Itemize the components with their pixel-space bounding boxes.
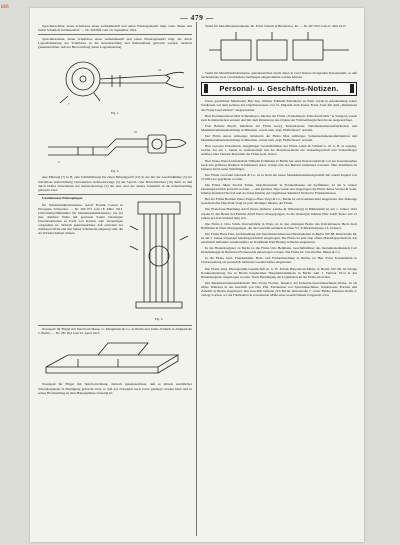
notice-9: Bei der Firma Berliner Piano-Engros-Haus Voigt & Co., Berlin ist ein Kommanditist eingetreten. Der bisherige Gesellschafter Herr Paul Voigt ist jetzt alleiniger Inhaber der Firma.	[201, 197, 357, 206]
notice-2: Herr Kommerzienrat Max Schiedmayer, Inhaber der Firma „Schiedmayer, Pianofortefabrik“ in Stuttgart, wurde zum Kommerzienrat ernannt und mit dem Ritterkreuz des Ordens der Württembergischen Krone ausgezeichnet.	[201, 113, 357, 122]
notice-6: Herr Piano-Pianofortefabrikant Wilhelm Pohlmann in Berlin hat seine Pianofortefabrik von der Kastanienallee nach den größeren Räumen Schönhauser Allee verlegt und den Betrieb bedeutend erweitert. Herr Pohlmann ist bekannt durch seine Stutzflügel.	[201, 158, 357, 171]
saiten-patent-block	[38, 196, 192, 322]
notice-7: Der Firma Giovanni Gherardi & Co. ist in Rom ein neues Musikinstrumentengeschäft mit einem Kapital von 27 000 Lire gegründet worden.	[201, 172, 357, 181]
figure-ventil	[201, 30, 357, 69]
notice-3: Frau Babette Bauch, Inhaberin der Firma Georg Tiefenbrunner, Saiteninstrumentenfabrikation und Musikinstrumentenhandlung in München, wurde zum „Kgl. Hoflieferant“ ernannt.	[201, 123, 357, 132]
notice-8: Die Firma Julius Strobel Söhne, Orgelbauanstalt in Frankenhausen am Kyffhäuser, ist am 9. Januar handelsgerichtlich gelöscht worden. — Am gleichen Tage wurde neu eingetragen die Firma Julius Strobel & Sohn, Inhaber Reinhold Strobel und als deren Inhaber der Orgelbauer Reinhold Strobel in Frankenhausen.	[201, 182, 357, 196]
figure-1-caption: Fig. 1.	[110, 111, 120, 116]
notice-15: Die Firma Alter Phonogramm-Gesellschaft m. b. H. Fabrik Hippodrom-Marke in Berlin SW 68, ist infolge Konkursänderung des in Berlin bestehenden Hauptunternehmens in Berlin zum 1. Februar 1914 in das Handelsregister eingetragen worden. Nach Beendigung der Liquidation ist die Firma erloschen.	[201, 266, 357, 279]
notice-11: Die Firma J. Otto Schm, Klavierfabrik in Wien, ist in den alleinigen Besitz des Klavierbauers Herrn Karl Hoffmann in Wien übergegangen, der das Geschäft sammelt in Wien VI, Schmalzhofgasse 13, fortsetzt.	[201, 221, 357, 230]
figure-3	[126, 196, 192, 322]
notice-12: Der Firma Hans Fein, Großhandlung mit Sprechmaschinen und Bestandteilen in Berlin SW 68, Ritterstraße 66, ist am 5. Januar folgenden handelsgerichtlich eingetragen: Die Firma ist jetzt eine offene Handelsgesellschaft. Als persönlich haftender Gesellschafter ist Kaufmann Paul Hennig in Berlin eingetreten.	[201, 231, 357, 245]
banner-ornament-right	[350, 84, 354, 93]
column-divider	[196, 22, 197, 536]
section-banner	[201, 82, 357, 96]
divider	[38, 194, 192, 195]
notice-10: Die Pianoforte-Handlung Adolf Peters (Inhaber Lehrke & Wittenberg) in Hildesheim ist am 1. Januar 1914 wieder in den Besitz der Familie Adolf Peters übergegangen, da die bisherigen Inhaber Herr Adolf Peters seit 15 Jahren bei dem Verkauf tätig war.	[201, 207, 357, 220]
notice-14: In die Firma Gebr. Freudenheim, Holz- und Furnierhandlung in Berlin, ist Herr Ernst Freudenheim in Charlottenburg als persönlich haftender Gesellschafter eingetreten.	[201, 256, 357, 265]
notice-13: In das Handelsregister zu Berlin ist die Firma Otto Hellmann, Geschäftsführer des Instrumentenhandels Carl Domdehnegne in Berlin bei Freienwalde einzetragen worden. Die Firma ist: Von Pfeiffer, Hinze & Co.	[201, 246, 357, 255]
document-page	[30, 8, 364, 542]
patent-ventil-claim: Ventil für Metallblasinstrumente, gekennzeichnet durch einen in zwei Stufen erfolgenden Tasteneinfall, so daß nacheinander zwei verschiedene Stellungen eingenommen werden können.	[201, 71, 357, 80]
saiten-patent-title: Unsitzmuster-Eintragungen	[42, 196, 83, 201]
left-column	[38, 24, 192, 397]
divider	[38, 34, 192, 35]
svg-text:10: 10	[134, 130, 137, 135]
patent-notenpult-claim: Notenpult für Flügel mit Spielvorrichtung, dadurch gekennzeichnet, daß es mittels zusätzlicher Scharnierglieder in Betätigung gebracht wird, so daß das Notenpult nach vorne geklappt werden kann und in seiner Hochstellung an dem Hauptgehäuse befestigt ist.	[38, 382, 192, 395]
section-title: Personal- u. Geschäfts-Notizen.	[219, 84, 339, 94]
patent-sprechmaschine-heading: Sprechmaschine, deren Schalldose einen Aufnahmestift und einen Wiedergabestift trägt. Gebr. Bauer und Julius Schuldoff in Düsseldorf. — Nr. 266 894 vom 19. September 1912.	[38, 24, 192, 33]
valve-drawing	[201, 30, 357, 68]
string-instrument-drawing-fig3	[126, 196, 192, 314]
notice-5: Herr Georges Pickenbeck, langjähriger Geschäftsführer der Firma Adam & Schmid G. m. b. H. in Leipzig-Gohlis, hat am 1. Januar in Gemeinschaft mit der Pianofortefabrik ein Verkaufsgeschäft und Verkaufslager eröffnet. Den Vertrieb übernahm die Firma Gebr. Peters.	[201, 144, 357, 157]
figure-1	[38, 51, 192, 115]
figure-4	[38, 337, 192, 380]
soundbox-drawing-fig1	[38, 51, 192, 109]
svg-text:16: 16	[158, 68, 161, 73]
svg-text:7: 7	[68, 102, 70, 107]
figure-2-caption: Fig. 2.	[110, 169, 120, 174]
patent-ventil-heading: Ventil für Metallblasinstrumente. Dr. Erich Schirm in Bielefeld a. M. — Nr. 267 052 vom 21. Mai 1913.	[205, 24, 347, 28]
svg-text:5: 5	[58, 160, 60, 165]
notice-16: Der Musikinstrumentenfabrikant Herr Franz Fischer, Direktor der Industrie-Sprechmaschinen-Werke, ist als stiller Teilhaber in das Geschäft von Otto Pfel, Fabrikation von Sprechmaschinen, Schalldosen, Trichter und Zubehör in Berlin eingetreten. Das Geschäft befindet sich Berlin, Ritterstraße 7, sowie Berlin, Planeten-Straße 5, verlegt worden, wo die Fabrikation in erweitertem Maße unter neuem Namen fortgesetzt wird.	[201, 280, 357, 298]
page-number: — 479 —	[180, 13, 214, 22]
figure-2	[38, 117, 192, 173]
patent-sprechmaschine-claim: Sprechmaschine, deren Schalldose einen Aufnahmestift und einen Wiedergabestift trägt, die durch Lagerabänderung der Schalldose in die Arbeitsstellung und Ruhestellung gebracht werden, dadurch gekennzeichnet, daß zur Hervorrufung dieser Lagenänderung	[38, 36, 192, 49]
patent-sprechmaschine-claim-cont: eine Führung (7) in B. eine Schlitzführung für einen Führungsstift (10) in der mit der Anschlußhülse (3) der Schalldose kraftschlüssig verbundenen Aufsteckzwinge (5) des Sprech- oder Hörschlauches (16) dient, so daß durch bloßes Verschieben der Aufsteckzwinge (5) der eine oder der andere Schallstift in die Arbeitsstellung gebracht wird.	[38, 175, 192, 192]
soundbox-drawing-fig2	[38, 117, 192, 167]
right-column	[201, 24, 357, 299]
figure-3-caption: Fig. 3.	[154, 316, 164, 321]
patent-notenpult-heading: Notenpult für Flügel mit Spielvorrichtung. G. Klingmann & Co. in Berlin und Julius Schleim in Altglienicke b. Berlin. — Nr. 267 054 vom 22. April 1913.	[38, 327, 192, 336]
saiten-patent-text: für Saitenmusikinstrumente. Adolf Fredrik Larsen in Pirvagaus, Schweden. — Nr. 266 971 vom 18. März 1913. Uniformabgriffklammer für Saitenmusikinstrumente, bei der eine drehbare Welle mit gewissen Saiten befestigten Unterlassarbeiten in Form von Karbon oder Vorspringen vorgesehen ist, dadurch gekennzeichnet, daß zwischen der drehbaren Welle und den Saiten Schutzteile eingelegt sind, die als Wickelscheiben wirken.	[38, 202, 123, 236]
music-stand-drawing	[38, 337, 192, 379]
notice-4: Der Firma Anton Amberger, Inhaberin der Firma Max Amberger, Saiteninstrumentenfabrikation und Musikinstrumentenhandlung in München, wurde zum „Kgl. Hoflieferant“ ernannt.	[201, 134, 357, 143]
margin-mark: b66	[1, 4, 9, 9]
divider	[38, 325, 192, 326]
banner-ornament-left	[204, 84, 208, 93]
notice-1: Unser geschätzter Mitarbeiter Herr Ing. Walther Edmund Ehrenhofer in Wien wurde in Anerkennung seiner Verdienste auf dem Gebiete des Orgelbauwesens von Sr. Majestät dem Kaiser Franz Josef mit dem „Ritterkreuz des Franz Josef-Ordens“ ausgezeichnet.	[201, 99, 357, 112]
